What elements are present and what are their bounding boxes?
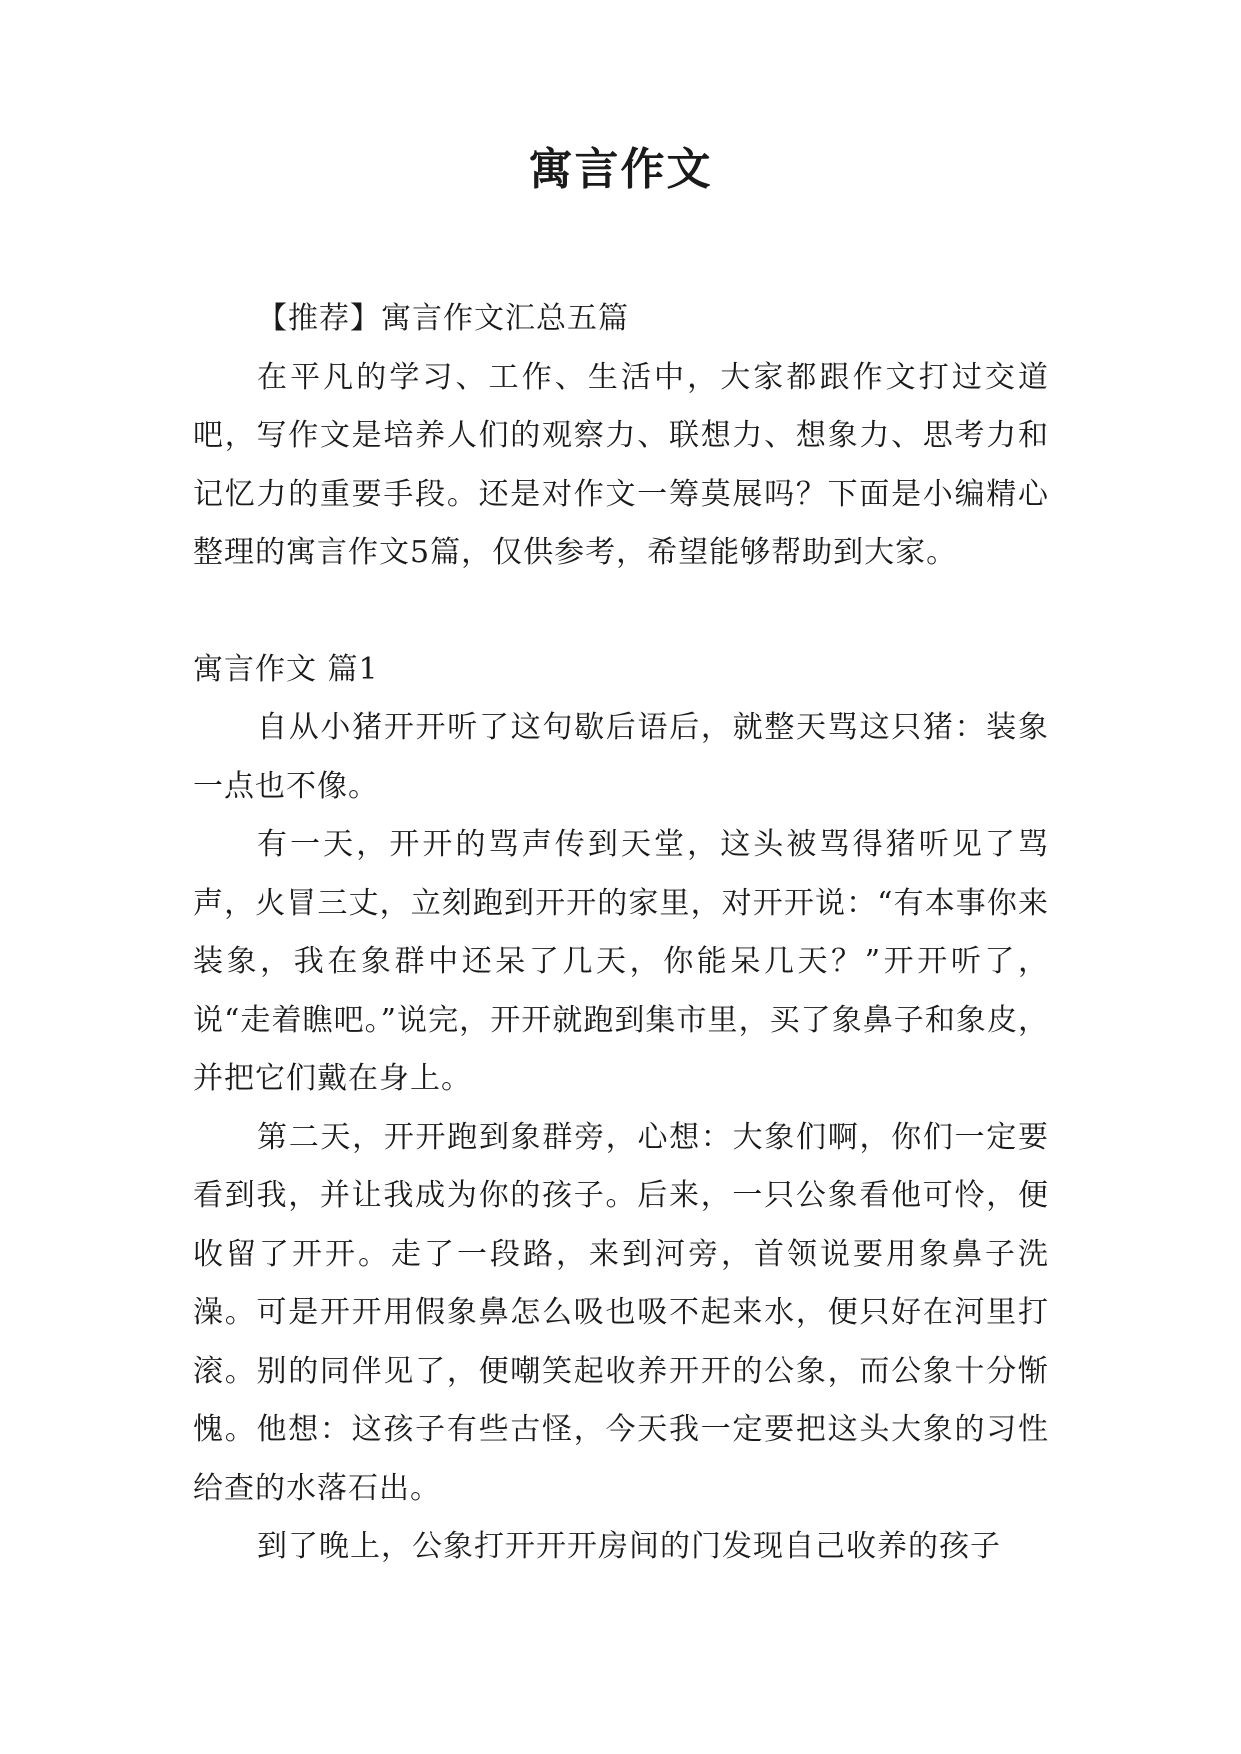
- document-title: 寓言作文: [528, 144, 713, 195]
- body-paragraph-2: 有一天，开开的骂声传到天堂，这头被骂得猪听见了骂声，火冒三丈，立刻跑到开开的家里，对开开说：“有本事你来装象，我在象群中还呆了几天，你能呆几天？”开开听了，说“走着瞧吧。”说完，开开就跑到集市里，买了象鼻子和象皮，并把它们戴在身上。: [193, 827, 1049, 1096]
- body-paragraph-4: 到了晚上，公象打开开开房间的门发现自己收养的孩子: [257, 1529, 1001, 1564]
- intro-heading: 【推荐】寓言作文汇总五篇: [257, 301, 629, 336]
- intro-paragraph: 在平凡的学习、工作、生活中，大家都跟作文打过交道吧，写作文是培养人们的观察力、联想力、想象力、思考力和记忆力的重要手段。还是对作文一筹莫展吗？下面是小编精心整理的寓言作文5篇，仅供参考，希望能够帮助到大家。: [193, 359, 1049, 570]
- body-paragraph-3: 第二天，开开跑到象群旁，心想：大象们啊，你们一定要看到我，并让我成为你的孩子。后来，一只公象看他可怜，便收留了开开。走了一段路，来到河旁，首领说要用象鼻子洗澡。可是开开用假象鼻怎么吸也吸不起来水，便只好在河里打滚。别的同伴见了，便嘲笑起收养开开的公象，而公象十分惭愧。他想：这孩子有些古怪，今天我一定要把这头大象的习性给查的水落石出。: [193, 1119, 1049, 1506]
- section-heading: 寓言作文 篇1: [193, 651, 379, 687]
- document-body: [193, 290, 1049, 1577]
- section-spacer: [193, 583, 1049, 641]
- body-paragraph-1: 自从小猪开开听了这句歇后语后，就整天骂这只猪：装象一点也不像。: [193, 710, 1049, 804]
